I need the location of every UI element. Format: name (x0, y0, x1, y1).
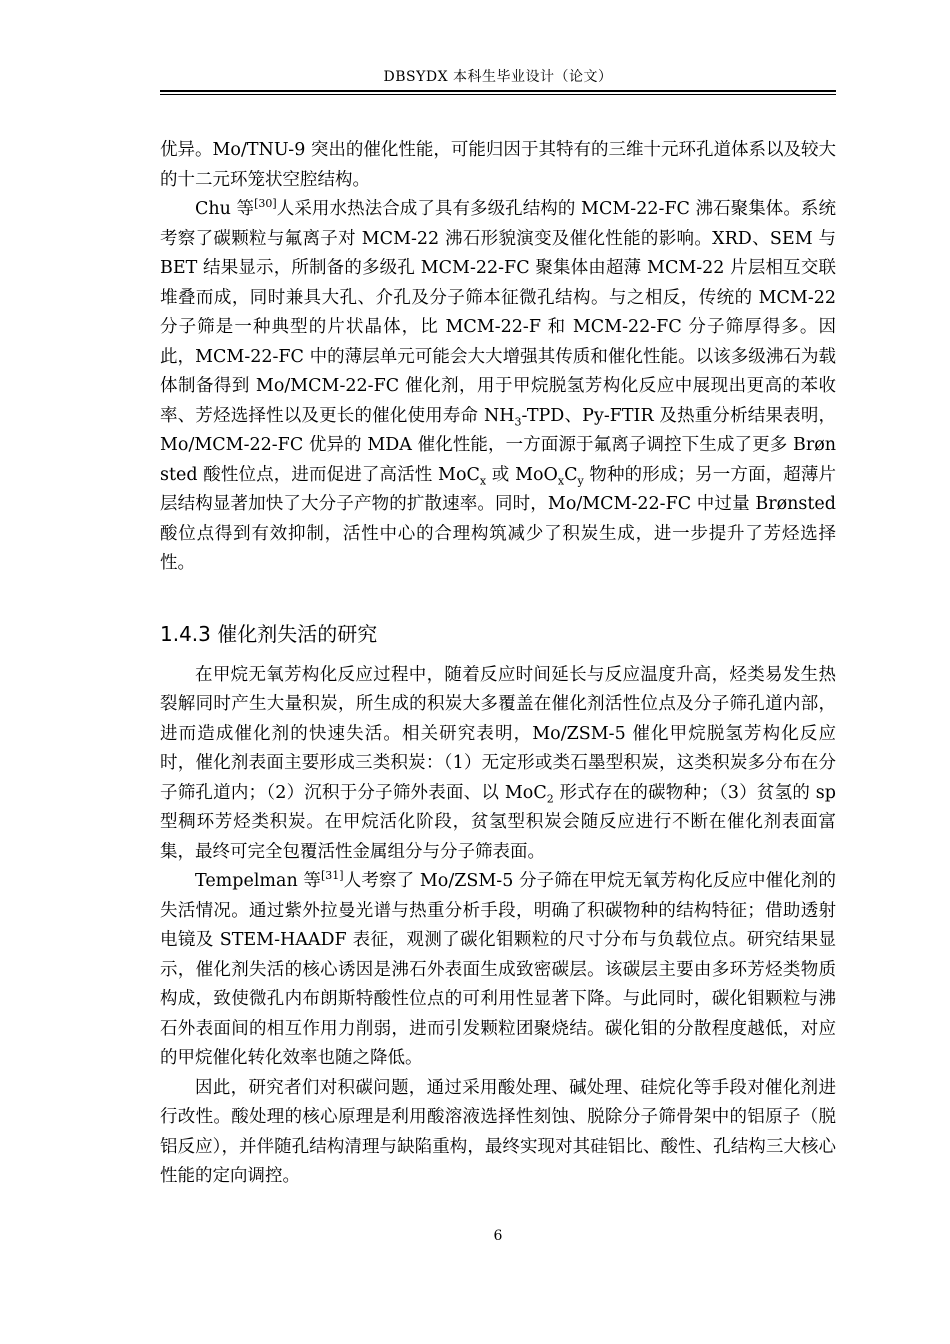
running-header: DBSYDX 本科生毕业设计（论文） (383, 69, 613, 85)
p4-text-a: Tempelman 等 (195, 871, 322, 891)
p3-text-b: 形式存在的碳物种；（3）贫氢的 sp 型稠环芳烃类积炭。在甲烷活化阶段，贫氢型积炭会随反应进行不断在催化剂表面富集，最终可完全包覆活性金属组分与分子筛表面。 (160, 782, 836, 862)
header-rule-thin (160, 94, 836, 95)
p2-text-a: Chu 等 (195, 199, 255, 219)
section-heading: 1.4.3 催化剂失活的研究 (160, 621, 378, 646)
p2-text-c: -TPD、Py-FTIR 及热重分析结果表明，Mo/MCM-22-FC 优异的 MDA 催化性能，一方面源于氟离子调控下生成了更多 Brønsted 酸性位点，进而促进了高活性 MoC (160, 405, 837, 485)
citation-30: [30] (254, 197, 277, 211)
page-body (160, 136, 836, 1192)
paragraph-3 (160, 661, 836, 868)
header-rule-thick (160, 90, 836, 92)
p2-subscript-1: 3 (514, 415, 522, 428)
p2-text-e: C (564, 464, 578, 485)
p3-text-a: 在甲烷无氧芳构化反应过程中，随着反应时间延长与反应温度升高，烃类易发生热裂解同时产生大量积炭，所生成的积炭大多覆盖在催化剂活性位点及分子筛孔道内部，进而造成催化剂的快速失活。相关研究表明，Mo/ZSM-5 催化甲烷脱氢芳构化反应时，催化剂表面主要形成三类积炭：（1）无定形或类石墨型积炭，这类积炭多分布在分子筛孔道内；（2）沉积于分子筛外表面、以 MoC (160, 664, 836, 803)
p2-text-b: 人采用水热法合成了具有多级孔结构的 MCM-22-FC 沸石聚集体。系统考察了碳颗粒与氟离子对 MCM-22 沸石形貌演变及催化性能的影响。XRD、SEM 与 BET 结果显示，所制备的多级孔 MCM-22-FC 聚集体由超薄 MCM-22 片层相互交联堆叠而成，同时兼具大孔、介孔及分子筛本征微孔结构。与之相反，传统的 MCM-22 分子筛是一种典型的片状晶体，比 MCM-22-F 和 MCM-22-FC 分子筛厚得多。因此，MCM-22-FC 中的薄层单元可能会大大增强其传质和催化性能。以该多级沸石为载体制备得到 Mo/MCM-22-FC 催化剂，用于甲烷脱氢芳构化反应中展现出更高的苯收率、芳烃选择性以及更长的催化使用寿命 NH (160, 199, 837, 426)
paragraph-2 (160, 195, 836, 579)
p2-text-f: 物种的形成；另一方面，超薄片层结构显著加快了大分子产物的扩散速率。同时，Mo/MCM-22-FC 中过量 Brønsted 酸位点得到有效抑制，活性中心的合理构筑减少了积炭生成，进一步提升了芳烃选择性。 (160, 464, 836, 573)
p2-subscript-4: y (577, 474, 584, 487)
paragraph-1: 优异。Mo/TNU-9 突出的催化性能，可能归因于其特有的三维十元环孔道体系以及较大的十二元环笼状空腔结构。 (160, 140, 836, 190)
p2-subscript-2: x (479, 474, 487, 487)
p2-text-d: 或 MoO (486, 464, 558, 485)
paragraph-4 (160, 867, 836, 1074)
p4-text-b: 人考察了 Mo/ZSM-5 分子筛在甲烷无氧芳构化反应中催化剂的失活情况。通过紫外拉曼光谱与热重分析手段，明确了积碳物种的结构特征；借助透射电镜及 STEM-HAADF 表征，观测了碳化钼颗粒的尺寸分布与负载位点。研究结果显示，催化剂失活的核心诱因是沸石外表面生成致密碳层。该碳层主要由多环芳烃类物质构成，致使微孔内布朗斯特酸性位点的可利用性显著下降。与此同时，碳化钼颗粒与沸石外表面间的相互作用力削弱，进而引发颗粒团聚烧结。碳化钼的分散程度越低，对应的甲烷催化转化效率也随之降低。 (160, 871, 836, 1068)
paragraph-5: 因此，研究者们对积碳问题，通过采用酸处理、碱处理、硅烷化等手段对催化剂进行改性。酸处理的核心原理是利用酸溶液选择性刻蚀、脱除分子筛骨架中的铝原子（脱铝反应），并伴随孔结构清理与缺陷重构，最终实现对其硅铝比、酸性、孔结构三大核心性能的定向调控。 (160, 1077, 836, 1186)
citation-31: [31] (321, 869, 344, 883)
p3-subscript: 2 (546, 792, 554, 805)
p2-subscript-3: x (557, 474, 565, 487)
page-number: 6 (493, 1228, 503, 1244)
